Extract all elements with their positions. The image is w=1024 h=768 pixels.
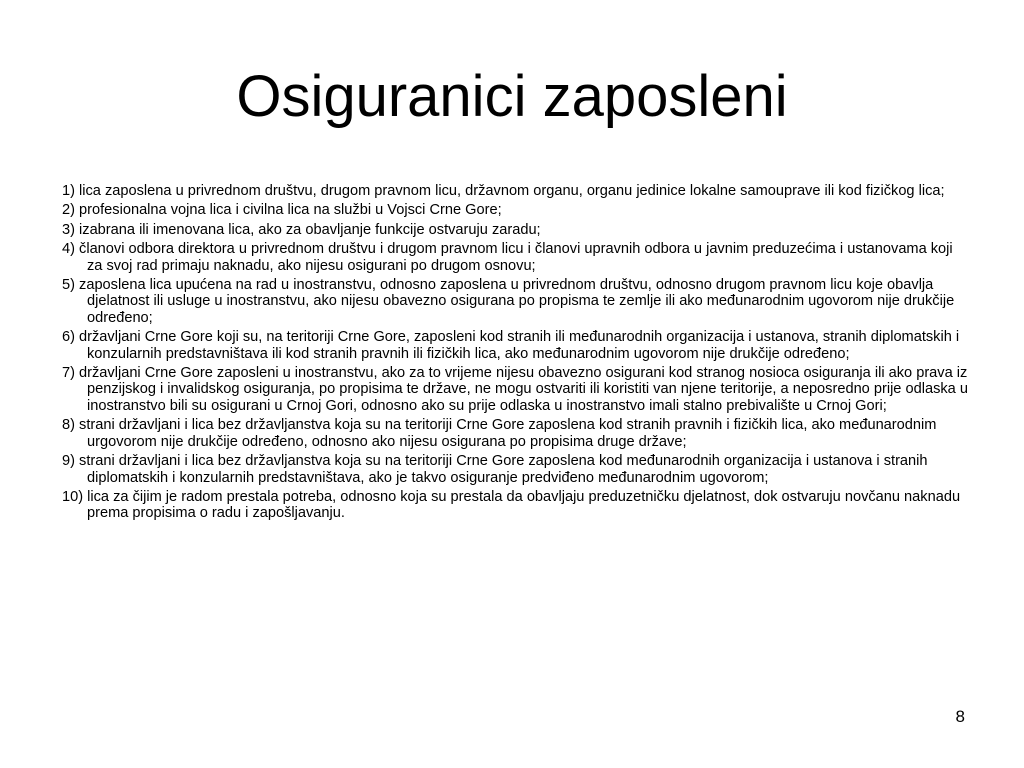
list-item: 5) zaposlena lica upućena na rad u inostranstvu, odnosno zaposlena u privrednom društvu, odnosno drugom pravnom licu koje obavlja djelatnost ili usluge u inostranstvu, ako nijesu obavezno osigurana po propisma te zemlje ili ako međunarodnim ugovorom nije drukčije određeno; (62, 277, 955, 326)
list-item: 1) lica zaposlena u privrednom društvu, drugom pravnom licu, državnom organu, organu jedinice lokalne samouprave ili kod fizičkog lica; (62, 183, 945, 199)
list-item: 8) strani državljani i lica bez državljanstva koja su na teritoriji Crne Gore zaposlena kod stranih pravnih i fizičkih lica, ako međunarodnim urgovorom nije drukčije određeno, odnosno ako nijesu osigurana po propisima druge države; (62, 417, 937, 450)
list-item: 3) izabrana ili imenovana lica, ako za obavljanje funkcije ostvaruju zaradu; (62, 221, 541, 238)
list-item: 6) državljani Crne Gore koji su, na teritoriji Crne Gore, zaposleni kod stranih ili međunarodnih organizacija i ustanova, stranih diplomatskih i konzularnih predstavništava ili kod stranih pravnih ili fizičkih lica, ako međunarodnim ugovorom nije drukčije određeno; (62, 329, 960, 362)
list-item: 7) državljani Crne Gore zaposleni u inostranstvu, ako za to vrijeme nijesu obavezno osigurani kod stranog nosioca osiguranja ili ako prava iz penzijskog i invalidskog osiguranja, po propisima te države, ne mogu ostvariti ili koristiti van njene teritorije, a neposredno prije odlaska u inostranstvo bili su osigurani u Crnoj Gori, odnosno ako su prije odlaska u inostranstvo imali stalno prebivalište u Crnoj Gori; (62, 365, 968, 414)
list-item: 4) članovi odbora direktora u privrednom društvu i drugom pravnom licu i članovi upravnih odbora u javnim preduzećima i ustanovama koji za svoj rad primaju naknadu, ako nijesu osigurani po drugom osnovu; (62, 241, 953, 274)
list-item: 10) lica za čijim je radom prestala potreba, odnosno koja su prestala da obavljaju preduzetničku djelatnost, dok ostvaruju novčanu naknadu prema propisima o radu i zapošljavanju. (62, 488, 961, 522)
slide-title: Osiguranici zaposleni (236, 64, 788, 129)
list-item: 2) profesionalna vojna lica i civilna lica na službi u Vojsci Crne Gore; (62, 202, 502, 219)
page-number: 8 (955, 707, 965, 726)
list-item: 9) strani državljani i lica bez državljanstva koja su na teritoriji Crne Gore zaposlena kod međunarodnih organizacija i ustanova i stranih diplomatskih i konzularnih predstavništava, ako je takvo osiguranje predviđeno međunarodnim ugovorom; (62, 453, 928, 486)
content-list (62, 183, 972, 525)
